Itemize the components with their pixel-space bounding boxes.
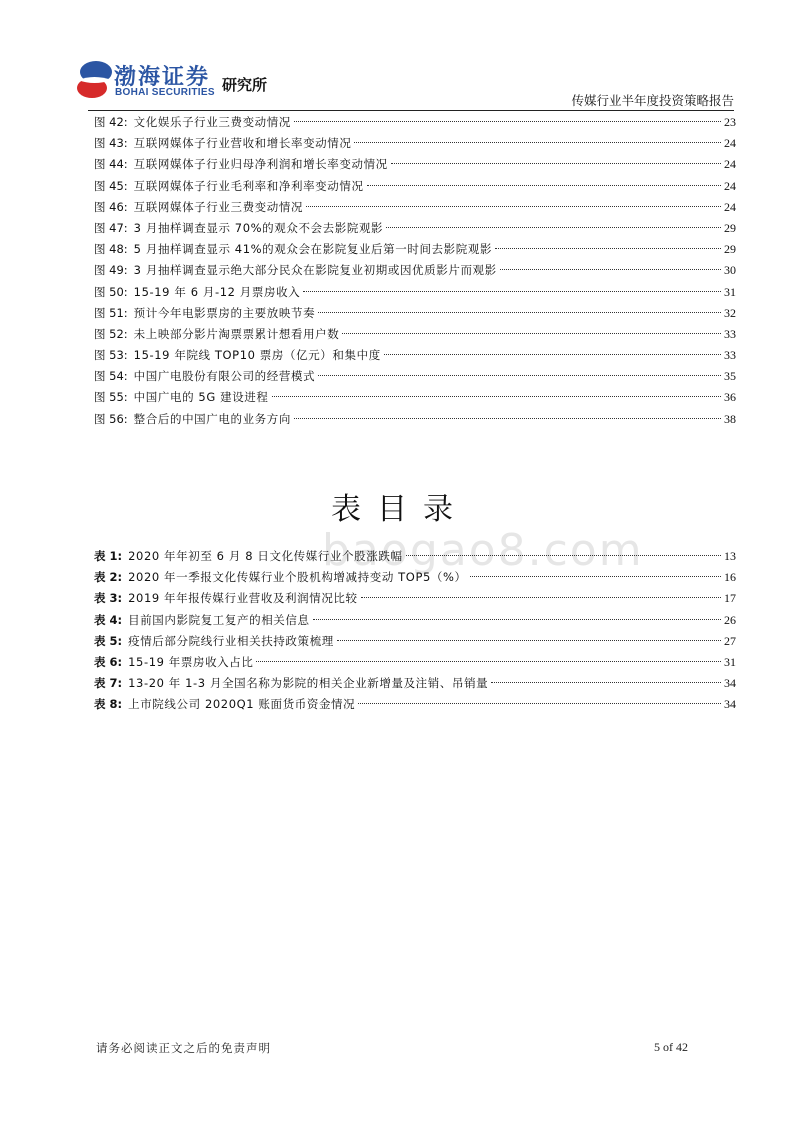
figure-entry-label: 图 54: (94, 369, 128, 384)
figure-entry[interactable] (94, 239, 736, 260)
figure-entry-label: 图 48: (94, 242, 128, 257)
table-entry-title: 15-19 年票房收入占比 (128, 654, 254, 669)
figure-entry-title: 5 月抽样调查显示 41%的观众会在影院复业后第一时间去影院观影 (133, 242, 493, 257)
figure-entry-label: 图 44: (94, 157, 128, 172)
table-entry-label: 表 7: (94, 676, 123, 691)
figure-entry-page: 24 (724, 178, 736, 193)
table-entry-label: 表 1: (94, 549, 123, 563)
figure-entry-label: 图 43: (94, 136, 128, 151)
table-entry-page: 26 (724, 612, 736, 627)
table-entry[interactable] (94, 546, 736, 567)
figure-entry-page: 29 (724, 242, 736, 257)
brand-name-cn: 渤海证券 (114, 65, 211, 90)
figure-entry-page: 32 (724, 305, 736, 320)
table-entry-label: 表 8: (94, 697, 123, 712)
figure-entry-page: 29 (724, 220, 736, 235)
figure-entry[interactable] (94, 197, 736, 218)
figure-entry-page: 38 (724, 411, 736, 426)
figure-entry-label: 图 49: (94, 263, 128, 278)
figure-entry[interactable] (94, 387, 736, 408)
table-entry-label: 表 3: (94, 591, 123, 606)
dot-leader (313, 619, 721, 620)
company-logo (74, 58, 304, 104)
figure-entry-title: 互联网媒体子行业毛利率和净利率变动情况 (133, 178, 364, 193)
dot-leader (495, 248, 721, 249)
figure-entry-label: 图 42: (94, 115, 128, 129)
figure-entry-title: 互联网媒体子行业归母净利润和增长率变动情况 (133, 157, 388, 172)
figure-entry-page: 24 (724, 199, 736, 214)
dot-leader (303, 291, 721, 292)
table-entry[interactable] (94, 673, 736, 694)
dot-leader (491, 682, 721, 683)
tables-heading: 表目录 (331, 492, 469, 527)
dot-leader (318, 375, 721, 376)
table-toc (94, 546, 736, 716)
table-entry-title: 2020 年一季报文化传媒行业个股机构增减持变动 TOP5（%） (128, 570, 467, 585)
table-entry-title: 2019 年年报传媒行业营收及利润情况比较 (128, 591, 358, 606)
figure-entry-label: 图 47: (94, 220, 128, 235)
dot-leader (391, 163, 721, 164)
figure-entry[interactable] (94, 324, 736, 345)
table-entry-title: 2020 年年初至 6 月 8 日文化传媒行业个股涨跌幅 (128, 549, 403, 563)
dot-leader (337, 640, 721, 641)
table-entry[interactable] (94, 652, 736, 673)
figure-entry[interactable] (94, 366, 736, 387)
report-title: 传媒行业半年度投资策略报告 (571, 93, 734, 108)
figure-entry-page: 36 (724, 390, 736, 405)
figure-entry-title: 文化娱乐子行业三费变动情况 (133, 115, 291, 129)
table-entry[interactable] (94, 567, 736, 588)
figure-entry-title: 互联网媒体子行业营收和增长率变动情况 (133, 136, 352, 151)
figure-entry-page: 24 (724, 157, 736, 172)
dot-leader (406, 555, 721, 556)
figure-entry-label: 图 55: (94, 390, 128, 405)
figure-entry-title: 3 月抽样调查显示 70%的观众不会去影院观影 (133, 220, 384, 235)
figure-entry-title: 3 月抽样调查显示绝大部分民众在影院复业初期或因优质影片而观影 (133, 263, 497, 278)
table-entry-label: 表 5: (94, 633, 123, 648)
figure-entry-label: 图 45: (94, 178, 128, 193)
table-entry-page: 13 (724, 549, 736, 563)
dot-leader (294, 121, 721, 122)
figure-entry-label: 图 46: (94, 199, 128, 214)
footer-disclaimer: 请务必阅读正文之后的免责声明 (96, 1041, 271, 1055)
figure-entry-title: 15-19 年 6 月-12 月票房收入 (133, 284, 301, 299)
figure-entry-title: 15-19 年院线 TOP10 票房（亿元）和集中度 (133, 348, 381, 363)
header-divider (88, 110, 734, 111)
table-entry-page: 16 (724, 570, 736, 585)
table-entry[interactable] (94, 694, 736, 715)
table-entry-label: 表 4: (94, 612, 123, 627)
dot-leader (500, 269, 721, 270)
table-entry-label: 表 6: (94, 654, 123, 669)
figure-entry-page: 31 (724, 284, 736, 299)
table-entry-page: 34 (724, 697, 736, 712)
brand-name-en: BOHAI SECURITIES (115, 87, 215, 98)
dot-leader (294, 418, 721, 419)
figure-entry[interactable] (94, 176, 736, 197)
figure-entry-title: 预计今年电影票房的主要放映节奏 (133, 305, 316, 320)
figure-entry-page: 33 (724, 326, 736, 341)
figure-entry[interactable] (94, 409, 736, 430)
table-entry[interactable] (94, 588, 736, 609)
figure-entry-page: 23 (724, 115, 736, 129)
figure-entry[interactable] (94, 218, 736, 239)
table-entry-page: 31 (724, 654, 736, 669)
figure-entry-page: 30 (724, 263, 736, 278)
figure-entry-label: 图 50: (94, 284, 128, 299)
figure-entry[interactable] (94, 303, 736, 324)
figure-toc (94, 112, 736, 430)
dot-leader (306, 206, 721, 207)
page-number: 5 of 42 (654, 1040, 688, 1054)
table-entry-page: 27 (724, 633, 736, 648)
figure-entry[interactable] (94, 260, 736, 281)
figure-entry-title: 未上映部分影片淘票票累计想看用户数 (133, 326, 340, 341)
figure-entry-title: 中国广电股份有限公司的经营模式 (133, 369, 316, 384)
figure-entry-label: 图 52: (94, 326, 128, 341)
dot-leader (318, 312, 721, 313)
figure-entry-page: 35 (724, 369, 736, 384)
dot-leader (272, 396, 721, 397)
table-entry-page: 34 (724, 676, 736, 691)
figure-entry-label: 图 56: (94, 411, 128, 426)
dot-leader (367, 185, 721, 186)
figure-entry[interactable] (94, 345, 736, 366)
dot-leader (470, 576, 721, 577)
figure-entry[interactable] (94, 112, 736, 133)
logo-mark-icon (74, 58, 114, 102)
table-entry-page: 17 (724, 591, 736, 606)
table-entry-title: 目前国内影院复工复产的相关信息 (128, 612, 310, 627)
dot-leader (354, 142, 721, 143)
dot-leader (361, 597, 721, 598)
figure-entry-page: 24 (724, 136, 736, 151)
figure-entry[interactable] (94, 154, 736, 175)
table-entry-title: 13-20 年 1-3 月全国名称为影院的相关企业新增量及注销、吊销量 (128, 676, 489, 691)
figure-entry-page: 33 (724, 348, 736, 363)
figure-entry[interactable] (94, 133, 736, 154)
institute-label: 研究所 (222, 76, 268, 94)
watermark: baogao8.com (322, 525, 644, 576)
figure-entry-label: 图 51: (94, 305, 128, 320)
table-entry-title: 上市院线公司 2020Q1 账面货币资金情况 (128, 697, 356, 712)
dot-leader (342, 333, 721, 334)
dot-leader (358, 703, 721, 704)
figure-entry-label: 图 53: (94, 348, 128, 363)
figure-entry-title: 整合后的中国广电的业务方向 (133, 411, 291, 426)
table-entry-label: 表 2: (94, 570, 123, 585)
table-entry[interactable] (94, 610, 736, 631)
figure-entry-title: 中国广电的 5G 建设进程 (133, 390, 269, 405)
dot-leader (386, 227, 721, 228)
figure-entry-title: 互联网媒体子行业三费变动情况 (133, 199, 304, 214)
table-entry-title: 疫情后部分院线行业相关扶持政策梳理 (128, 633, 334, 648)
dot-leader (384, 354, 721, 355)
table-entry[interactable] (94, 631, 736, 652)
figure-entry[interactable] (94, 282, 736, 303)
dot-leader (256, 661, 721, 662)
